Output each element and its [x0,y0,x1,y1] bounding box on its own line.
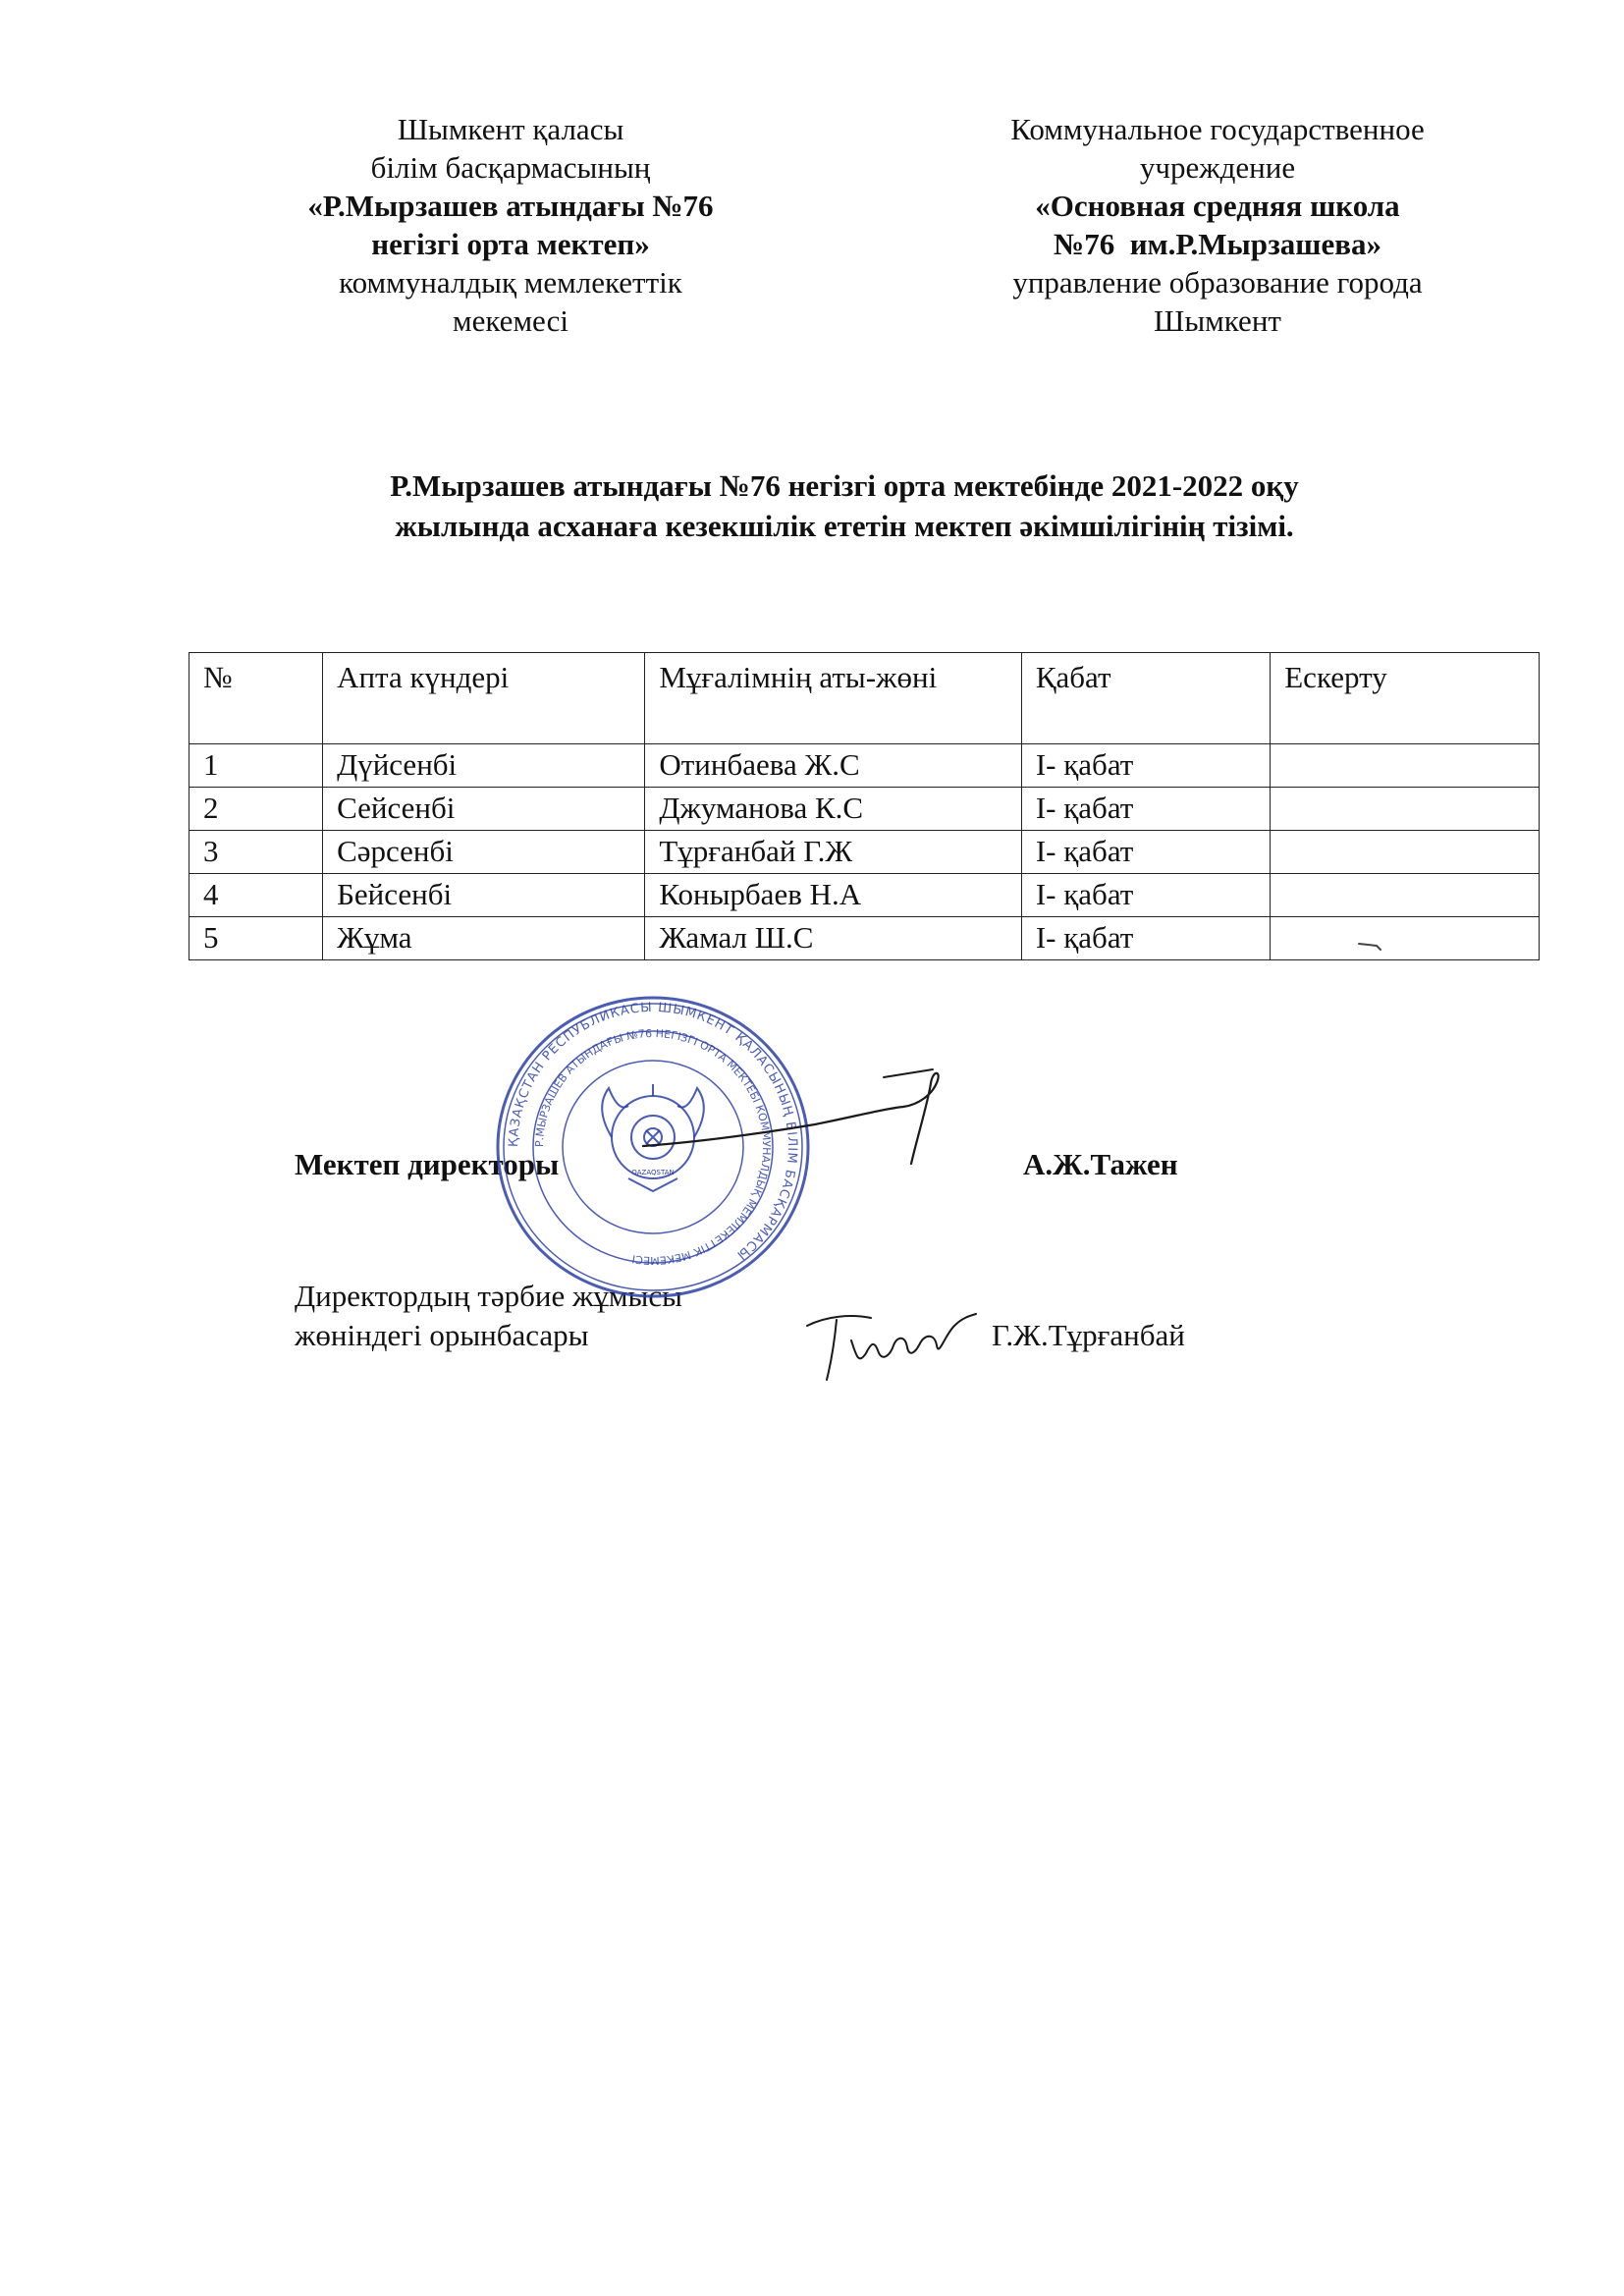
cell-floor: I- қабат [1021,788,1270,831]
header-right-line1: Коммунальное государственное [1010,112,1425,146]
cell-weekday: Сейсенбі [323,788,645,831]
table-row [189,874,1540,917]
cell-weekday: Жұма [323,917,645,960]
cell-floor: I- қабат [1021,917,1270,960]
cell-note [1271,874,1540,917]
header-left-line4: негізгі орта мектеп» [371,227,650,261]
cell-number: 2 [189,788,323,831]
header-cell-floor: Қабат [1021,653,1270,744]
title-line1: Р.Мырзашев атындағы №76 негізгі орта мектебінде 2021-2022 оқу [390,468,1299,503]
title-line2: жылында асханаға кезекшілік ететін мектеп әкімшілігінің тізімі. [395,509,1294,543]
header-right-line3: «Основная средняя школа [1035,189,1400,223]
cell-teacher: Конырбаев Н.А [645,874,1021,917]
stamp-outer-text: ҚАЗАҚСТАН РЕСПУБЛИКАСЫ ШЫМКЕНТ ҚАЛАСЫНЫҢ БІЛІМ БАСҚАРМАСЫ [506,1000,800,1263]
deputy-role-line1: Директордың тәрбие жұмысы [295,1279,682,1313]
header-right-line4: №76 им.Р.Мырзашева» [1054,227,1381,261]
cell-floor: I- қабат [1021,744,1270,788]
header-cell-note: Ескерту [1271,653,1540,744]
header-cell-teacher: Мұғалімнің аты-жөні [645,653,1021,744]
stamp-inner-text: Р.МЫРЗАШЕВ АТЫНДАҒЫ №76 НЕГІЗГІ ОРТА МЕКТЕБІ КОММУНАЛДЫҚ МЕМЛЕКЕТТІК МЕКЕМЕСІ [532,1026,774,1268]
cell-number: 4 [189,874,323,917]
cell-note [1271,831,1540,874]
header-left-block [206,110,815,340]
director-name: А.Ж.Тажен [1023,1147,1178,1181]
deputy-signature [797,1296,984,1390]
header-cell-number: № [189,653,323,744]
document-title [226,465,1463,546]
cell-weekday: Дүйсенбі [323,744,645,788]
header-left-line1: Шымкент қаласы [397,112,624,146]
cell-teacher: Тұрғанбай Г.Ж [645,831,1021,874]
director-signature [638,1066,992,1174]
table-row [189,788,1540,831]
cell-weekday: Сәрсенбі [323,831,645,874]
table-row [189,917,1540,960]
deputy-name: Г.Ж.Тұрғанбай [992,1318,1185,1352]
cell-teacher: Отинбаева Ж.С [645,744,1021,788]
table-header-row [189,653,1540,744]
cell-number: 1 [189,744,323,788]
header-right-line2: учреждение [1139,150,1296,185]
header-cell-weekday: Апта күндері [323,653,645,744]
cell-note [1271,788,1540,831]
table-row [189,744,1540,788]
duty-roster-table [189,652,1540,960]
cell-note [1271,744,1540,788]
cell-teacher: Джуманова К.С [645,788,1021,831]
header-right-line6: Шымкент [1154,303,1281,338]
header-left-line6: мекемесі [453,303,568,338]
header-right-block [913,110,1522,340]
cell-floor: I- қабат [1021,831,1270,874]
header-left-line2: білім басқармасының [370,150,651,185]
header-left-line3: «Р.Мырзашев атындағы №76 [307,189,714,223]
scribble-mark [1357,938,1384,954]
header-left-line5: коммуналдық мемлекеттік [339,265,682,300]
cell-floor: I- қабат [1021,874,1270,917]
director-role-label: Мектеп директоры [295,1147,560,1181]
cell-teacher: Жамал Ш.С [645,917,1021,960]
cell-weekday: Бейсенбі [323,874,645,917]
table-row [189,831,1540,874]
stamp-emblem-label: QAZAQSTAN [631,1169,675,1176]
deputy-role-line2: жөніндегі орынбасары [295,1318,589,1352]
cell-note [1271,917,1540,960]
header-right-line5: управление образование города [1012,265,1423,300]
cell-number: 5 [189,917,323,960]
cell-number: 3 [189,831,323,874]
